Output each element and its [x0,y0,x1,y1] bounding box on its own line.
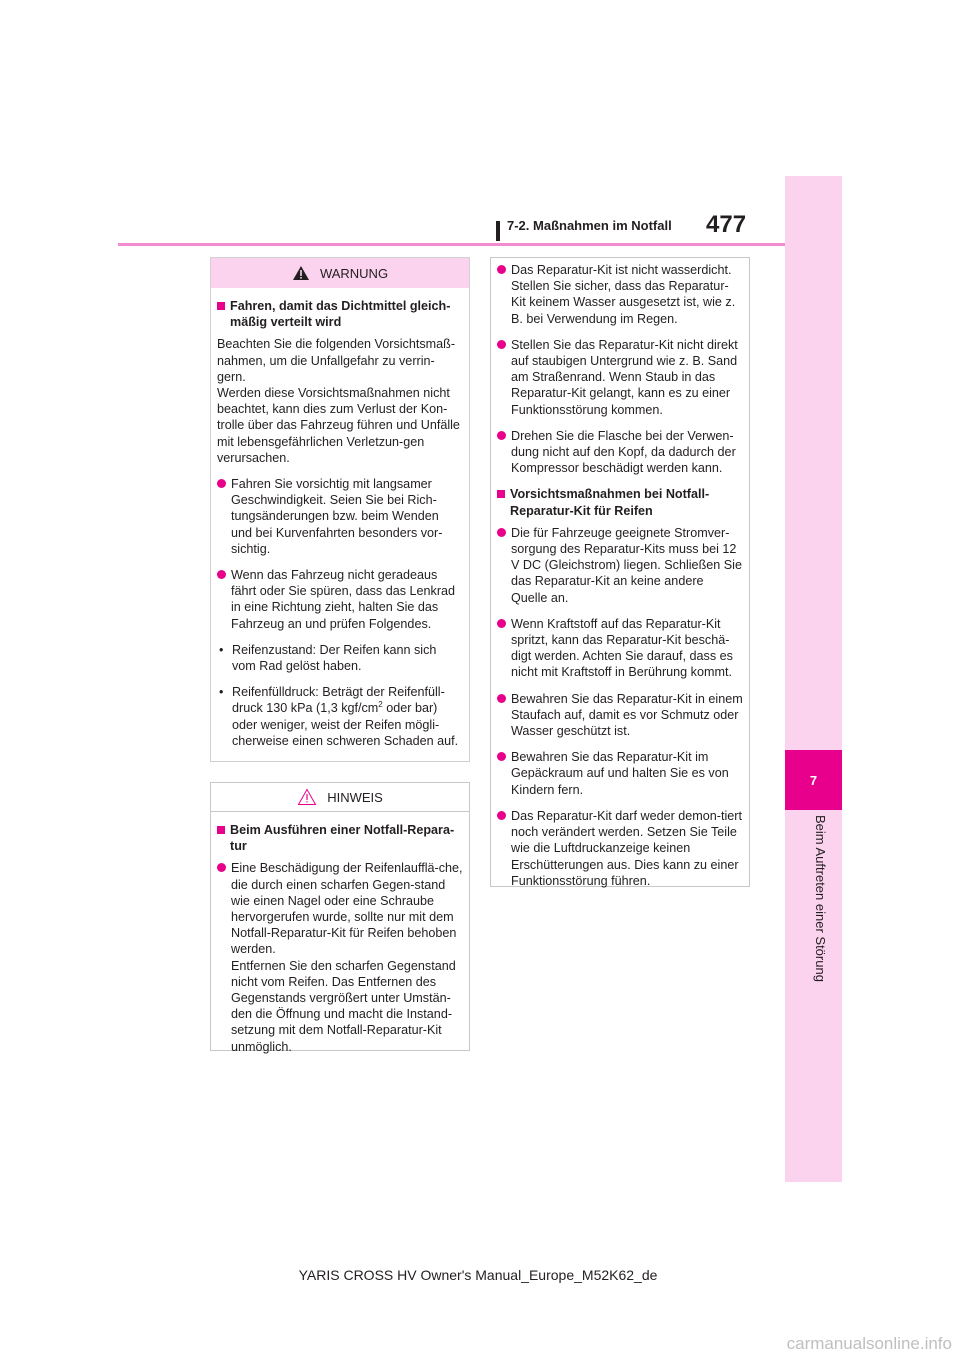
warning-intro: Beachten Sie die folgenden Vorsichtsmaß-nahmen, um die Unfallgefahr zu verrin-gern. Werden diese Vorsichtsmaßnahmen nicht beachtet, kann dies zum Verlust der Kon-trolle über das Fahrzeug führen und Unfälle mit lebensgefährlichen Verletzun-gen verursachen. [217,337,460,465]
watermark: carmanualsonline.info [786,1334,952,1353]
list-item: Bewahren Sie das Reparatur-Kit in einem Staufach auf, damit es vor Schmutz oder Wasser geschützt ist. [497,691,743,740]
precautions-heading: Vorsichtsmaßnahmen bei Notfall-Reparatur-Kit für Reifen [497,486,743,518]
list-item: • Reifenfülldruck: Beträgt der Reifenfüll-druck 130 kPa (1,3 kgf/$cm^2$ oder bar) oder weniger, weist der Reifen mögli-cherweise einen schweren Schaden auf. [219,685,459,748]
bullet-dot-icon [497,265,506,274]
header-rule [118,243,785,246]
bullet-dot-icon [497,528,506,537]
note-heading: Beim Ausführen einer Notfall-Repara-tur [217,822,463,854]
page-footer: YARIS CROSS HV Owner's Manual_Europe_M52K62_de [298,1267,658,1283]
bullet-dot-icon [217,570,226,579]
bullet-dot-icon [217,863,226,872]
square-bullet-icon [217,302,225,310]
chapter-sidebar [785,176,842,1182]
bullet-dot-icon [497,694,506,703]
square-bullet-icon [217,826,225,834]
chapter-number: 7 [809,772,818,788]
list-item: Das Reparatur-Kit darf weder demon-tiert noch verändert werden. Setzen Sie Teile wie die Luftdruckanzeige keinen Erschütterungen aus. Dies kann zu einer Funktionsstörung führen. [497,808,743,889]
list-item: Die für Fahrzeuge geeignete Stromver-sorgung des Reparatur-Kits muss bei 12 V DC (Gleichstrom) liegen. Schließen Sie das Reparatur-Kit an keine andere Quelle an. [497,525,743,606]
bullet-dot-icon [497,431,506,440]
chapter-title-vertical: Beim Auftreten einer Störung [813,815,828,982]
bullet-dot-icon [497,752,506,761]
warning-box [210,257,470,762]
warning-title: WARNUNG [319,265,389,281]
list-item: Fahren Sie vorsichtig mit langsamer Geschwindigkeit. Seien Sie bei Rich-tungsänderungen bzw. beim Wenden und bei Kurvenfahrten besonders vor-sichtig. [217,476,463,557]
list-item: Eine Beschädigung der Reifenlaufflä-che, die durch einen scharfen Gegen-stand wie einen Nagel oder eine Schraube hervorgerufen wurde, sollte nur mit dem Notfall-Reparatur-Kit für Reifen behoben werden. Entfernen Sie den scharfen Gegenstand nicht vom Reifen. Das Entfernen des Gegenstands vergrößert unter Umstän-den die Öffnung und macht die Instand-setzung mit dem Notfall-Reparatur-Kit unmöglich. [217,860,463,1054]
list-item: Das Reparatur-Kit ist nicht wasserdicht. Stellen Sie sicher, dass das Reparatur-Kit keinem Wasser ausgesetzt ist, wie z. B. bei Verwendung im Regen. [497,262,743,327]
bullet-dot-icon [497,811,506,820]
page-number: 477 [706,211,747,238]
square-bullet-icon [497,490,505,498]
chapter-marker [496,221,500,241]
chapter-number-tab[interactable] [785,750,842,810]
list-item: Wenn das Fahrzeug nicht geradeaus fährt oder Sie spüren, dass das Lenkrad in eine Richtung zieht, halten Sie das Fahrzeug an und prüfen Folgendes. [217,567,463,632]
list-item: • Reifenzustand: Der Reifen kann sich vom Rad gelöst haben. [219,642,437,674]
list-item: Drehen Sie die Flasche bei der Verwen-dung nicht auf den Kopf, da dadurch der Kompressor beschädigt werden kann. [497,428,743,477]
note-header [211,783,469,812]
list-item: Bewahren Sie das Reparatur-Kit im Gepäckraum auf und halten Sie es von Kindern fern. [497,749,743,798]
bullet-dot-icon [497,619,506,628]
warning-triangle-icon [292,265,310,281]
precautions-box [490,257,750,887]
caution-triangle-icon [297,788,317,806]
note-title: HINWEIS [327,789,383,805]
bullet-dot-icon [497,340,506,349]
chapter-heading: 7-2. Maßnahmen im Notfall [507,218,672,233]
bullet-dot-icon [217,479,226,488]
note-box [210,782,470,1054]
list-item: Wenn Kraftstoff auf das Reparatur-Kit spritzt, kann das Reparatur-Kit beschä-digt werden. Achten Sie darauf, dass es nicht mit Kraftstoff in Berührung kommt. [497,616,743,681]
warning-header [211,258,469,288]
list-item: Stellen Sie das Reparatur-Kit nicht direkt auf staubigen Untergrund wie z. B. Sand am Straßenrand. Wenn Staub in das Reparatur-Kit gelangt, kann es zu einer Funktionsstörung kommen. [497,337,743,418]
warning-heading: Fahren, damit das Dichtmittel gleich-mäßig verteilt wird [217,298,463,330]
